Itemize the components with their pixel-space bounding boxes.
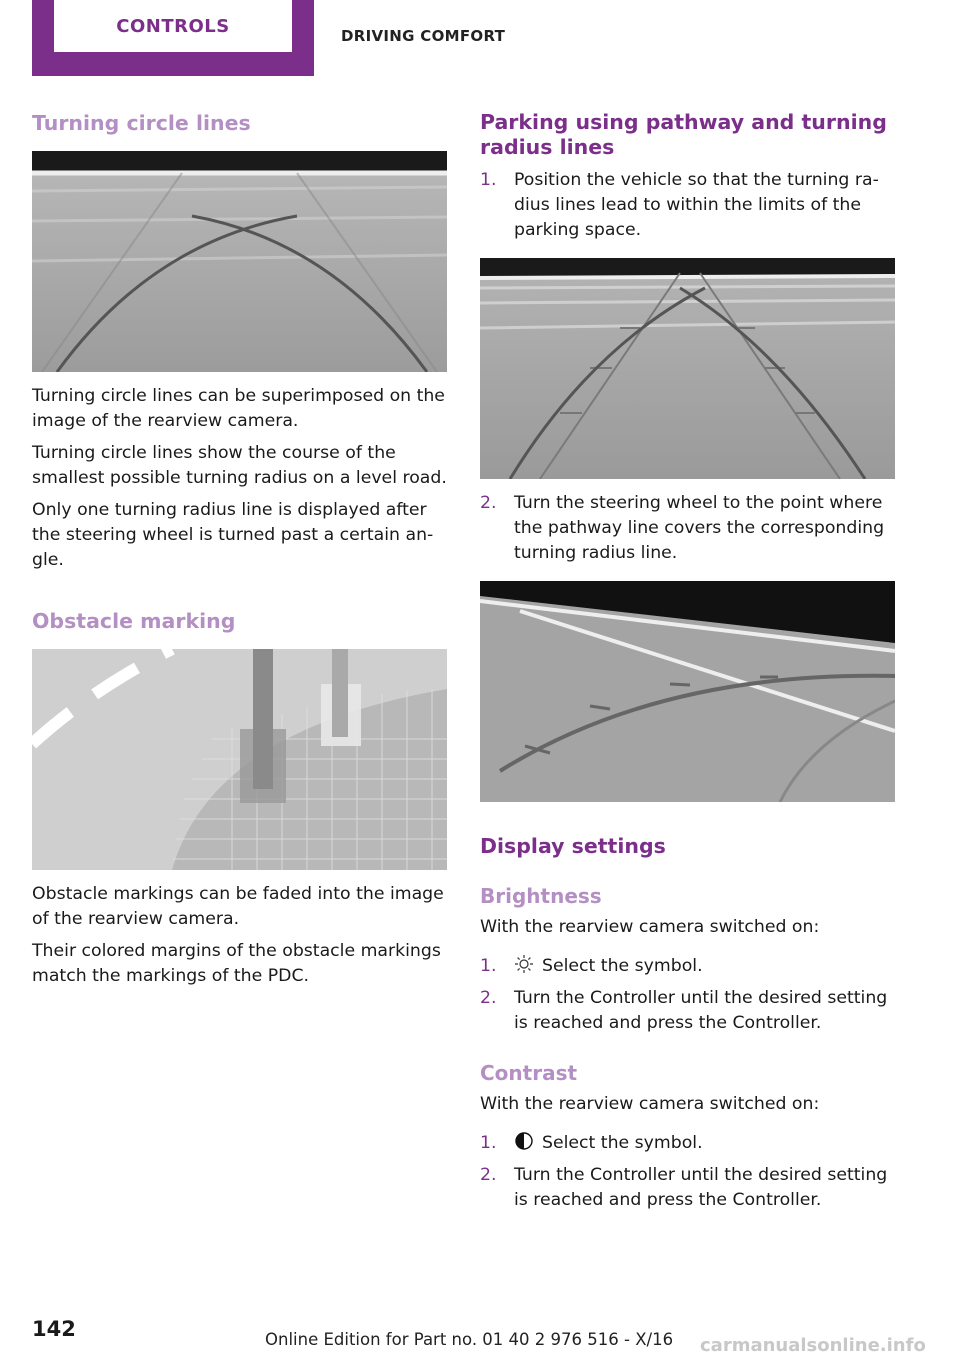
parking-steps-b: [480, 491, 895, 566]
step-text: Select the symbol.: [542, 1133, 703, 1153]
list-item: [480, 491, 895, 566]
obstacle-paragraph-2: Their colored margins of the obstacle markings match the markings of the PDC.: [32, 941, 441, 986]
list-item: [480, 168, 895, 243]
list-item: [480, 986, 895, 1036]
edition-footer: Online Edition for Part no. 01 40 2 976 516 - X/16: [265, 1330, 674, 1349]
parking-heading: Parking using pathway and turning radius lines: [480, 110, 887, 159]
turning-paragraph-3: Only one turning radius line is displayed after the steering wheel is turned past a certain an-gle.: [32, 500, 434, 570]
step-number: 1.: [480, 1133, 497, 1153]
step-number: 1.: [480, 170, 497, 190]
left-column: [32, 110, 447, 989]
brightness-steps: [480, 954, 895, 1036]
display-settings-heading: Display settings: [480, 834, 666, 858]
turning-circle-image: [32, 151, 447, 372]
sun-icon: [514, 954, 534, 974]
obstacle-paragraph-1: Obstacle markings can be faded into the image of the rearview camera.: [32, 884, 444, 929]
pathway-lines-image: [480, 258, 895, 479]
turning-paragraph-2: Turning circle lines show the course of the smallest possible turning radius on a level road.: [32, 443, 447, 488]
brightness-intro: With the rearview camera switched on:: [480, 917, 820, 937]
list-item: [480, 954, 895, 979]
step-number: 2.: [480, 1165, 497, 1185]
contrast-icon: [514, 1131, 534, 1151]
step-number: 2.: [480, 988, 497, 1008]
contrast-intro: With the rearview camera switched on:: [480, 1094, 820, 1114]
chapter-tab-label: CONTROLS: [116, 15, 230, 37]
step-text: Turn the Controller until the desired setting is reached and press the Controller.: [514, 1165, 888, 1210]
pathway-radius-overlap-image: [480, 581, 895, 802]
turning-paragraph-1: Turning circle lines can be superimposed on the image of the rearview camera.: [32, 386, 445, 431]
step-text: Turn the steering wheel to the point where the pathway line covers the corresponding turning radius line.: [514, 493, 885, 563]
obstacle-marking-heading: Obstacle marking: [32, 609, 236, 633]
right-column: [480, 110, 895, 1213]
list-item: [480, 1163, 895, 1213]
step-number: 2.: [480, 493, 497, 513]
contrast-steps: [480, 1131, 895, 1213]
contrast-heading: Contrast: [480, 1061, 578, 1085]
breadcrumb: DRIVING COMFORT: [341, 27, 506, 45]
list-item: [480, 1131, 895, 1156]
obstacle-marking-image: [32, 649, 447, 870]
page-number: 142: [32, 1317, 76, 1341]
parking-steps-a: [480, 168, 895, 243]
watermark: carmanualsonline.info: [700, 1335, 926, 1356]
step-number: 1.: [480, 956, 497, 976]
brightness-heading: Brightness: [480, 884, 602, 908]
chapter-tab-inner: [54, 0, 292, 52]
step-text: Select the symbol.: [542, 956, 703, 976]
step-text: Position the vehicle so that the turning ra-dius lines lead to within the limits of the parking space.: [514, 170, 879, 240]
turning-circle-heading: Turning circle lines: [32, 111, 251, 135]
step-text: Turn the Controller until the desired setting is reached and press the Controller.: [514, 988, 888, 1033]
